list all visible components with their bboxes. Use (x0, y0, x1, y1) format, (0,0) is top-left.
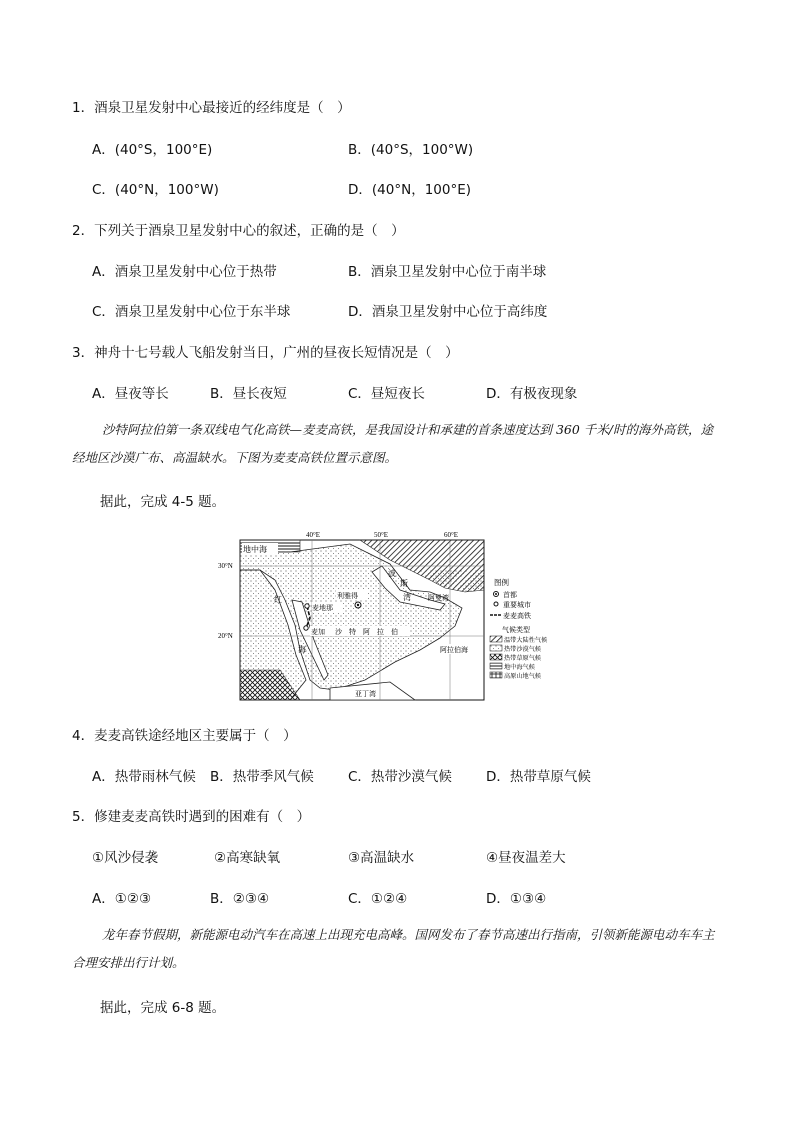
lat-label-30n: 30°N (218, 562, 233, 570)
question-3-option-b[interactable]: B．昼长夜短 (210, 386, 287, 402)
legend-railway: 麦麦高铁 (503, 612, 531, 620)
question-1-option-c[interactable]: C．(40°N，100°W) (92, 182, 219, 198)
question-3-option-c[interactable]: C．昼短夜长 (348, 386, 425, 402)
question-2-stem: 2．下列关于酒泉卫星发射中心的叙述，正确的是（ ） (72, 223, 405, 239)
label-red-2: 海 (298, 645, 306, 654)
question-5-option-a[interactable]: A．①②③ (92, 891, 152, 907)
label-riyadh: 利雅得 (337, 592, 358, 600)
question-5-option-b[interactable]: B．②③④ (210, 891, 270, 907)
question-5-item-1: ①风沙侵袭 (92, 850, 159, 866)
label-medina: 麦地那 (312, 604, 333, 612)
question-1-option-d[interactable]: D．(40°N，100°E) (348, 182, 472, 198)
maimai-railway-location-map (218, 530, 570, 702)
medina-marker (305, 604, 309, 608)
label-gulf-1: 波 (388, 569, 396, 578)
question-5-option-c[interactable]: C．①②④ (348, 891, 408, 907)
legend-climate-4: 地中海气候 (504, 664, 535, 671)
question-2-option-c[interactable]: C．酒泉卫星发射中心位于东半球 (92, 304, 291, 320)
question-3-option-d[interactable]: D．有极夜现象 (486, 386, 578, 402)
label-gulf-2: 斯 (400, 579, 408, 588)
lon-label-50e: 50°E (374, 531, 389, 539)
question-5-item-4: ④昼夜温差大 (486, 850, 566, 866)
label-red-1: 红 (274, 595, 282, 604)
lon-label-40e: 40°E (306, 531, 321, 539)
question-5-option-d[interactable]: D．①③④ (486, 891, 547, 907)
mecca-marker (304, 626, 308, 630)
question-4-option-b[interactable]: B．热带季风气候 (210, 769, 314, 785)
question-4-option-c[interactable]: C．热带沙漠气候 (348, 769, 452, 785)
question-4-stem: 4．麦麦高铁途经地区主要属于（ ） (72, 728, 297, 744)
question-5-item-2: ②高寒缺氧 (214, 850, 281, 866)
lat-label-20n: 20°N (218, 632, 233, 640)
legend-capital: 首都 (503, 591, 517, 599)
question-1-stem: 1．酒泉卫星发射中心最接近的经纬度是（ ） (72, 100, 351, 116)
label-arabian-sea: 阿拉伯海 (440, 646, 468, 654)
legend-climate-1: 温带大陆性气候 (504, 637, 548, 644)
passage-maimai-railway: 沙特阿拉伯第一条双线电气化高铁—麦麦高铁，是我国设计和承建的首条速度达到 360 千米/时的海外高铁，途经地区沙漠广布、高温缺水。下图为麦麦高铁位置示意图。 (72, 422, 714, 465)
question-4-option-d[interactable]: D．热带草原气候 (486, 769, 591, 785)
legend-climate-3: 热带草原气候 (504, 655, 542, 662)
question-5-item-3: ③高温缺水 (348, 850, 415, 866)
legend-climate-2: 热带沙漠气候 (504, 646, 542, 653)
lon-label-60e: 60°E (444, 531, 459, 539)
legend-city: 重要城市 (503, 601, 531, 609)
legend-climate-5: 高原山地气候 (504, 673, 542, 680)
legend-title: 图例 (494, 578, 509, 587)
question-1-option-b[interactable]: B．(40°S，100°W) (348, 142, 474, 158)
question-5-stem: 5．修建麦麦高铁时遇到的困难有（ ） (72, 809, 311, 825)
label-gulf-of-aden: 亚丁湾 (355, 690, 376, 698)
passage-ev-charging: 龙年春节假期，新能源电动汽车在高速上出现充电高峰。国网发布了春节高速出行指南，引领新能源电动车车主合理安排出行计划。 (72, 927, 715, 970)
legend-climate-title: 气候类型 (502, 626, 530, 634)
label-saudi-arabia: 沙 特 阿 拉 伯 (335, 628, 398, 636)
label-mediterranean: 地中海 (243, 545, 267, 554)
instruction-6-8: 据此，完成 6-8 题。 (100, 1000, 226, 1016)
question-3-option-a[interactable]: A．昼夜等长 (92, 386, 169, 402)
map-legend (490, 577, 547, 680)
question-2-option-a[interactable]: A．酒泉卫星发射中心位于热带 (92, 264, 277, 280)
question-2-option-d[interactable]: D．酒泉卫星发射中心位于高纬度 (348, 304, 548, 320)
label-gulf-3: 湾 (403, 593, 411, 602)
question-3-stem: 3．神舟十七号载人飞船发射当日，广州的昼夜长短情况是（ ） (72, 345, 459, 361)
label-oman-gulf: 阿曼湾 (428, 594, 449, 602)
question-2-option-b[interactable]: B．酒泉卫星发射中心位于南半球 (348, 264, 547, 280)
question-4-option-a[interactable]: A．热带雨林气候 (92, 769, 196, 785)
label-mecca: 麦加 (311, 628, 325, 636)
question-1-option-a[interactable]: A．(40°S，100°E) (92, 142, 213, 158)
instruction-4-5: 据此，完成 4-5 题。 (100, 494, 226, 510)
